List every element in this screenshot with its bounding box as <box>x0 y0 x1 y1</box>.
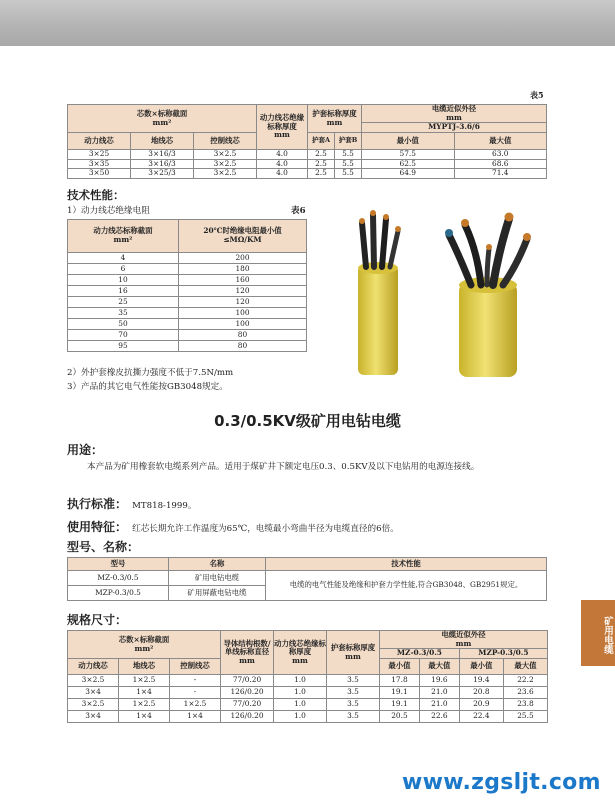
spec-cell: 23.6 <box>503 687 547 699</box>
spec-header-ground: 地线芯 <box>119 659 170 675</box>
table5-cell: 3×25 <box>68 150 131 160</box>
feature-text: 红芯长期允许工作温度为65℃，电缆最小弯曲半径为电缆直径的6倍。 <box>132 524 399 534</box>
spec-cell: 23.8 <box>503 699 547 711</box>
table5-cell: 3×50 <box>68 169 131 179</box>
spec-cell: 19.4 <box>459 675 503 687</box>
table5-cell: 2.5 <box>308 169 335 179</box>
table5-cell: 64.9 <box>362 169 455 179</box>
table-row <box>68 330 307 341</box>
spec-header-conductor: 导体结构根数/单线标称直径 mm <box>221 631 274 675</box>
table5-header-sheath: 护套标称厚度 mm <box>308 105 362 133</box>
table6-header-section: 动力线芯标称截面 mm² <box>68 220 179 253</box>
table5-cell: 3×16/3 <box>131 159 194 169</box>
table6-cell: 16 <box>68 286 179 297</box>
spec-cell: 20.8 <box>459 687 503 699</box>
table5-cell: 4.0 <box>257 150 308 160</box>
spec-cell: - <box>170 675 221 687</box>
spec-cell: 126/0.20 <box>221 687 274 699</box>
spec-header-mz: MZ-0.3/0.5 <box>380 649 460 659</box>
standard-value: MT818-1999。 <box>132 501 197 511</box>
tech-item-1: 1）动力线芯绝缘电阻 <box>67 206 150 216</box>
feature-title: 使用特征： <box>67 520 128 534</box>
standard-line <box>67 493 196 512</box>
table5-header-model: MYPTJ-3.6/6 <box>362 123 547 133</box>
spec-cell: 3×2.5 <box>68 675 119 687</box>
use-text: 本产品为矿用橡套软电缆系列产品。适用于煤矿井下额定电压0.3、0.5KV及以下电钻用的电源连接线。 <box>87 462 480 472</box>
model-header-name: 名称 <box>169 558 266 571</box>
table6-cell: 80 <box>179 330 307 341</box>
table5-cell: 62.5 <box>362 159 455 169</box>
table6-cell: 95 <box>68 341 179 352</box>
website-url[interactable]: www.zgsljt.com <box>402 770 601 795</box>
table5-header-power: 动力线芯 <box>68 133 131 150</box>
spec-header-mzp-max: 最大值 <box>503 659 547 675</box>
spec-cell: 3.5 <box>327 675 380 687</box>
cable-photo-2 <box>437 205 537 380</box>
spec-header-mz-max: 最大值 <box>419 659 459 675</box>
spec-header-insul: 动力线芯绝缘标称厚度 mm <box>274 631 327 675</box>
table-row <box>68 675 548 687</box>
table5-cell: 57.5 <box>362 150 455 160</box>
spec-cell: 3.5 <box>327 711 380 723</box>
table6-cell: 100 <box>179 319 307 330</box>
spec-cell: 3.5 <box>327 699 380 711</box>
table5-cell: 5.5 <box>335 159 362 169</box>
table6-cell: 100 <box>179 308 307 319</box>
spec-cell: 21.0 <box>419 687 459 699</box>
tech-item-3: 3）产品的其它电气性能按GB3048规定。 <box>67 382 228 392</box>
spec-cell: 3×4 <box>68 711 119 723</box>
table5-cell: 2.5 <box>308 150 335 160</box>
table5-header-od: 电缆近似外径 mm <box>362 105 547 123</box>
product-title: 0.3/0.5KV级矿用电钻电缆 <box>214 412 401 430</box>
table5-cell: 2.5 <box>308 159 335 169</box>
spec-cell: 1.0 <box>274 711 327 723</box>
table5-header-ground: 地线芯 <box>131 133 194 150</box>
table-row <box>68 711 548 723</box>
table-row <box>68 169 547 179</box>
spec-cell: 3×4 <box>68 687 119 699</box>
spec-header-control: 控制线芯 <box>170 659 221 675</box>
spec-cell: 22.6 <box>419 711 459 723</box>
table-row <box>68 341 307 352</box>
model-title: 型号、名称： <box>67 540 140 554</box>
table5-cell: 3×2.5 <box>194 159 257 169</box>
table6-cell: 35 <box>68 308 179 319</box>
spec-cell: 1.0 <box>274 699 327 711</box>
model-cell: 矿用电钻电缆 <box>169 571 266 586</box>
table6-cell: 70 <box>68 330 179 341</box>
spec-cell: 77/0.20 <box>221 699 274 711</box>
model-cell: 矿用屏蔽电钻电缆 <box>169 586 266 601</box>
table5-cell: 3×35 <box>68 159 131 169</box>
spec-cell: 126/0.20 <box>221 711 274 723</box>
table6-cell: 50 <box>68 319 179 330</box>
table6-cell: 160 <box>179 275 307 286</box>
spec-table <box>67 630 548 723</box>
spec-cell: 19.1 <box>380 687 420 699</box>
table-row <box>68 159 547 169</box>
spec-cell: 22.4 <box>459 711 503 723</box>
model-header-model: 型号 <box>68 558 169 571</box>
table6-cell: 10 <box>68 275 179 286</box>
model-perf-cell: 电缆的电气性能及绝缘和护套力学性能,符合GB3048、GB2951规定。 <box>266 571 547 601</box>
spec-header-mzp: MZP-0.3/0.5 <box>459 649 547 659</box>
tech-title: 技术性能： <box>67 188 125 202</box>
table-row <box>68 286 307 297</box>
table5 <box>67 104 547 179</box>
spec-cell: 25.5 <box>503 711 547 723</box>
spec-header-mz-min: 最小值 <box>380 659 420 675</box>
table5-header-max: 最大值 <box>454 133 547 150</box>
spec-cell: 1.0 <box>274 687 327 699</box>
table5-cell: 4.0 <box>257 169 308 179</box>
table-row <box>68 253 307 264</box>
spec-cell: 1×4 <box>170 711 221 723</box>
table6-cell: 4 <box>68 253 179 264</box>
spec-header-cores: 芯数×标称截面 mm² <box>68 631 221 659</box>
table5-header-control: 控制线芯 <box>194 133 257 150</box>
table5-cell: 3×2.5 <box>194 169 257 179</box>
table5-cell: 68.6 <box>454 159 547 169</box>
spec-cell: 20.5 <box>380 711 420 723</box>
spec-cell: 77/0.20 <box>221 675 274 687</box>
table5-header-sheath-b: 护套B <box>335 133 362 150</box>
table6-cell: 120 <box>179 297 307 308</box>
table5-cell: 71.4 <box>454 169 547 179</box>
table5-cell: 3×2.5 <box>194 150 257 160</box>
spec-header-od: 电缆近似外径 mm <box>380 631 548 649</box>
model-cell: MZ-0.3/0.5 <box>68 571 169 586</box>
table5-label: 表5 <box>530 90 544 100</box>
table-row <box>68 571 547 586</box>
table5-header-sheath-a: 护套A <box>308 133 335 150</box>
table5-cell: 4.0 <box>257 159 308 169</box>
table5-header-insul: 动力线芯绝缘标称厚度 mm <box>257 105 308 150</box>
spec-cell: 3.5 <box>327 687 380 699</box>
table-row <box>68 319 307 330</box>
spec-header-power: 动力线芯 <box>68 659 119 675</box>
table6-label: 表6 <box>291 206 306 216</box>
spec-cell: 19.6 <box>419 675 459 687</box>
spec-cell: 21.0 <box>419 699 459 711</box>
table6-cell: 25 <box>68 297 179 308</box>
model-header-perf: 技术性能 <box>266 558 547 571</box>
table-row <box>68 308 307 319</box>
feature-line <box>67 516 399 535</box>
table-row <box>68 687 548 699</box>
spec-cell: - <box>170 687 221 699</box>
table-row <box>68 275 307 286</box>
spec-cell: 1.0 <box>274 675 327 687</box>
table5-header-cores: 芯数×标称截面 mm² <box>68 105 257 133</box>
spec-cell: 22.2 <box>503 675 547 687</box>
table5-cell: 3×16/3 <box>131 150 194 160</box>
table-row <box>68 150 547 160</box>
spec-header-sheath: 护套标称厚度 mm <box>327 631 380 675</box>
table5-cell: 5.5 <box>335 150 362 160</box>
table6-cell: 180 <box>179 264 307 275</box>
table6-header-resist: 20℃时绝缘电阻最小值 ≤MΩ/KM <box>179 220 307 253</box>
table6-cell: 120 <box>179 286 307 297</box>
model-cell: MZP-0.3/0.5 <box>68 586 169 601</box>
tech-item-2: 2）外护套橡皮抗撕力强度不低于7.5N/mm <box>67 368 234 378</box>
spec-title: 规格尺寸： <box>67 613 128 627</box>
table-row <box>68 264 307 275</box>
spec-cell: 1×4 <box>119 687 170 699</box>
table6-cell: 200 <box>179 253 307 264</box>
standard-title: 执行标准： <box>67 497 128 511</box>
table6-cell: 80 <box>179 341 307 352</box>
spec-header-mzp-min: 最小值 <box>459 659 503 675</box>
table6-cell: 6 <box>68 264 179 275</box>
spec-cell: 1×4 <box>119 711 170 723</box>
table-row <box>68 699 548 711</box>
spec-cell: 1×2.5 <box>170 699 221 711</box>
table5-header-min: 最小值 <box>362 133 455 150</box>
table-row <box>68 297 307 308</box>
use-title: 用途： <box>67 443 104 457</box>
spec-cell: 1×2.5 <box>119 699 170 711</box>
spec-cell: 1×2.5 <box>119 675 170 687</box>
top-banner <box>0 0 615 46</box>
table6 <box>67 219 307 352</box>
table5-cell: 3×25/3 <box>131 169 194 179</box>
side-tab[interactable]: 矿用电缆 <box>581 600 615 666</box>
table5-cell: 63.0 <box>454 150 547 160</box>
model-table <box>67 557 547 601</box>
cable-photo-1 <box>340 205 420 380</box>
table5-cell: 5.5 <box>335 169 362 179</box>
spec-cell: 17.8 <box>380 675 420 687</box>
spec-cell: 20.9 <box>459 699 503 711</box>
spec-cell: 3×2.5 <box>68 699 119 711</box>
spec-cell: 19.1 <box>380 699 420 711</box>
